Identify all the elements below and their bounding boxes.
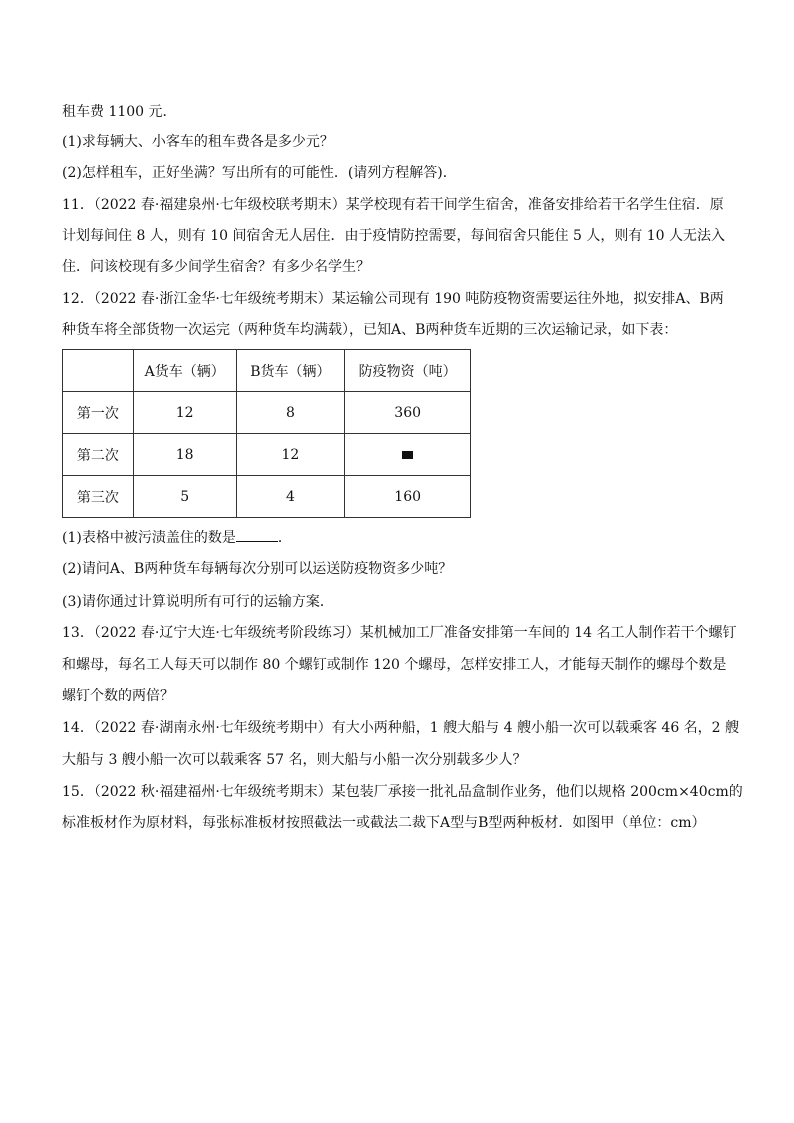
table-cell: 第三次 (63, 476, 134, 518)
answer-blank (236, 527, 278, 542)
cargo-table (62, 349, 471, 518)
sub-1-end: ． (277, 530, 292, 546)
table-row (63, 476, 471, 518)
table-header-cell: B货车（辆） (236, 350, 345, 392)
table-header-cell: A货车（辆） (133, 350, 236, 392)
table-cell: 18 (133, 434, 236, 476)
table-cell: 12 (133, 392, 236, 434)
table-header-cell (63, 350, 134, 392)
question-14-line-2: 大船与 3 艘小船一次可以载乘客 57 名，则大船与小船一次分别载多少人？ (62, 752, 527, 768)
table-cell: 5 (133, 476, 236, 518)
table-cell: 360 (345, 392, 471, 434)
stain-blot (402, 451, 413, 459)
question-12-line-1: 12．（2022 春·浙江金华·七年级统考期末）某运输公司现有 190 吨防疫物资需要运往外地，拟安排A、B两 (62, 291, 724, 307)
question-11-line-1: 11．（2022 春·福建泉州·七年级校联考期末）某学校现有若干间学生宿舍，准备安排给若干名学生住宿．原 (62, 197, 724, 213)
sub-1-text: (1)表格中被污渍盖住的数是 (62, 530, 236, 546)
table-cell: 第二次 (63, 434, 134, 476)
table-cell: 第一次 (63, 392, 134, 434)
question-12-line-2: 种货车将全部货物一次运完（两种货车均满载），已知A、B两种货车近期的三次运输记录，如下表： (62, 322, 678, 338)
l3: (2)怎样租车，正好坐满？写出所有的可能性．(请列方程解答)． (62, 165, 457, 181)
table-header-row (63, 350, 471, 392)
question-13-line-3: 螺钉个数的两倍？ (62, 688, 174, 704)
question-14-line-1: 14．（2022 春·湖南永州·七年级统考期中）有大小两种船，1 艘大船与 4 艘小船一次可以载乘客 46 名，2 艘 (62, 720, 740, 736)
l1: 租车费 1100 元． (62, 104, 177, 120)
table-row (63, 392, 471, 434)
question-15-line-1: 15．（2022 秋·福建福州·七年级统考期末）某包装厂承接一批礼品盒制作业务，他们以规格 200cm×40cm的 (62, 784, 743, 800)
table-row (63, 434, 471, 476)
question-13-line-2: 和螺母，每名工人每天可以制作 80 个螺钉或制作 120 个螺母，怎样安排工人，才能每天制作的螺母个数是 (62, 657, 727, 673)
question-11-line-2: 计划每间住 8 人，则有 10 间宿舍无人居住．由于疫情防控需要，每间宿舍只能住 5 人，则有 10 人无法入 (62, 228, 726, 244)
table-cell: 4 (236, 476, 345, 518)
table-header-cell: 防疫物资（吨） (345, 350, 471, 392)
table-cell: 160 (345, 476, 471, 518)
question-12-sub-3: (3)请你通过计算说明所有可行的运输方案． (62, 594, 334, 610)
question-12-sub-1 (62, 527, 292, 548)
stain-cell (345, 434, 471, 476)
question-15-line-2: 标准板材作为原材料，每张标准板材按照截法一或截法二裁下A型与B型两种板材．如图甲（单位：cm） (62, 815, 706, 831)
question-11-line-3: 住．问该校现有多少间学生宿舍？有多少名学生？ (62, 259, 370, 275)
table-cell: 8 (236, 392, 345, 434)
question-12-sub-2: (2)请问A、B两种货车每辆每次分别可以运送防疫物资多少吨？ (62, 561, 453, 577)
question-13-line-1: 13．（2022 春·辽宁大连·七年级统考阶段练习）某机械加工厂准备安排第一车间的 14 名工人制作若干个螺钉 (62, 625, 737, 641)
l2: (1)求每辆大、小客车的租车费各是多少元？ (62, 134, 334, 150)
table-cell: 12 (236, 434, 345, 476)
